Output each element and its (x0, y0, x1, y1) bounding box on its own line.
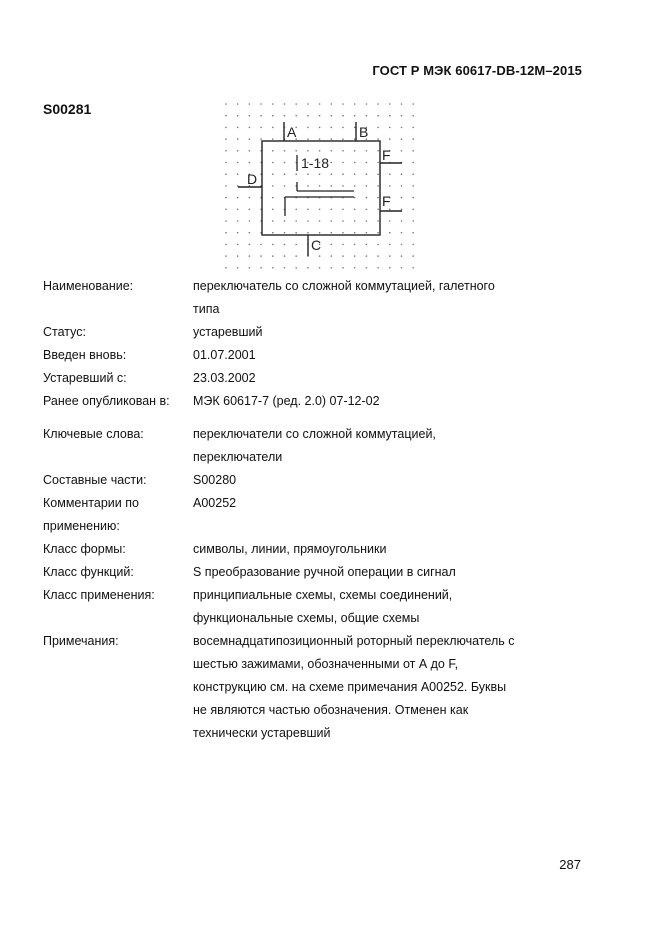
grid-dot (366, 185, 368, 187)
grid-dot (307, 267, 309, 269)
grid-dot (401, 197, 403, 199)
grid-dot (366, 220, 368, 222)
grid-dot (354, 267, 356, 269)
grid-dot (249, 232, 251, 234)
grid-dot (389, 173, 391, 175)
pin-d-label: D (247, 171, 258, 187)
grid-dot (412, 244, 414, 246)
grid-dot (412, 150, 414, 152)
grid-dot (295, 173, 297, 175)
grid-dot (331, 267, 333, 269)
value-line: переключатели (193, 450, 283, 464)
grid-dot (412, 138, 414, 140)
value-line: переключатели со сложной коммутацией, (193, 427, 436, 441)
grid-dot (401, 127, 403, 129)
grid-dot (331, 209, 333, 211)
grid-dot (331, 103, 333, 105)
grid-dot (366, 150, 368, 152)
grid-dot (401, 150, 403, 152)
grid-dot (319, 150, 321, 152)
grid-dot (272, 115, 274, 117)
grid-dot (272, 209, 274, 211)
grid-dot (377, 232, 379, 234)
grid-dot (319, 127, 321, 129)
field-previously-published (43, 390, 563, 413)
grid-dot (307, 115, 309, 117)
grid-dot (377, 173, 379, 175)
grid-dot (331, 115, 333, 117)
field-name-value (193, 275, 563, 321)
grid-dot (366, 209, 368, 211)
grid-dot (354, 127, 356, 129)
grid-dot (401, 115, 403, 117)
grid-dot (272, 103, 274, 105)
grid-dot (331, 255, 333, 257)
grid-dot (307, 232, 309, 234)
grid-dot (331, 127, 333, 129)
grid-dot (272, 232, 274, 234)
grid-dot (401, 103, 403, 105)
grid-dot (331, 244, 333, 246)
grid-dot (401, 209, 403, 211)
field-name-label: Наименование: (43, 279, 134, 293)
grid-dot (377, 185, 379, 187)
grid-dot (366, 255, 368, 257)
grid-dot (366, 103, 368, 105)
field-status-label: Статус: (43, 325, 86, 339)
grid-dot (331, 162, 333, 164)
field-shape-class-value: символы, линии, прямоугольники (193, 542, 387, 556)
grid-dot (412, 162, 414, 164)
grid-dot (389, 115, 391, 117)
value-line: не являются частью обозначения. Отменен как (193, 703, 469, 717)
field-name (43, 275, 563, 321)
field-notes-label: Примечания: (43, 634, 119, 648)
grid-dot (225, 115, 227, 117)
grid-dot (319, 232, 321, 234)
grid-dot (354, 162, 356, 164)
grid-dot (295, 209, 297, 211)
field-introduced (43, 344, 563, 367)
grid-dot (249, 197, 251, 199)
grid-dot (272, 220, 274, 222)
pin-a-label: A (287, 124, 297, 140)
field-application-class (43, 584, 563, 630)
grid-dot (389, 232, 391, 234)
field-previously-published-label: Ранее опубликован в: (43, 394, 170, 408)
grid-dot (389, 255, 391, 257)
field-components (43, 469, 563, 492)
grid-dot (237, 244, 239, 246)
grid-dot (237, 220, 239, 222)
grid-dot (260, 255, 262, 257)
grid-dot (249, 209, 251, 211)
grid-dot (307, 209, 309, 211)
page-number: 287 (559, 857, 581, 872)
field-obsolete (43, 367, 563, 390)
grid-dot (237, 150, 239, 152)
grid-dot (272, 267, 274, 269)
grid-dot (307, 127, 309, 129)
grid-dot (331, 185, 333, 187)
grid-dot (272, 173, 274, 175)
positions-label: 1-18 (301, 155, 330, 171)
grid-dot (249, 267, 251, 269)
grid-dot (412, 209, 414, 211)
grid-dot (307, 150, 309, 152)
grid-dot (260, 127, 262, 129)
grid-dot (377, 115, 379, 117)
field-keywords-value (193, 423, 563, 469)
grid-dot (272, 127, 274, 129)
grid-dot (342, 150, 344, 152)
value-line: технически устаревший (193, 726, 331, 740)
grid-dot (342, 173, 344, 175)
grid-dot (366, 244, 368, 246)
grid-dot (354, 173, 356, 175)
field-application-class-value (193, 584, 563, 630)
grid-dot (307, 220, 309, 222)
grid-dot (249, 115, 251, 117)
grid-dot (342, 103, 344, 105)
grid-dot (342, 232, 344, 234)
grid-dot (401, 173, 403, 175)
grid-dot (225, 138, 227, 140)
grid-dot (412, 232, 414, 234)
field-notes (43, 630, 563, 745)
grid-dot (319, 138, 321, 140)
grid-dot (354, 197, 356, 199)
grid-dot (389, 138, 391, 140)
grid-dot (225, 103, 227, 105)
value-line: переключатель со сложной коммутацией, галетного (193, 279, 495, 293)
grid-dot (342, 244, 344, 246)
grid-dot (412, 197, 414, 199)
grid-dot (366, 197, 368, 199)
grid-dot (377, 255, 379, 257)
grid-dot (377, 138, 379, 140)
grid-dot (225, 127, 227, 129)
grid-dot (354, 255, 356, 257)
field-keywords-label: Ключевые слова: (43, 427, 144, 441)
document-header: ГОСТ Р МЭК 60617-DB-12M–2015 (372, 63, 582, 78)
grid-dot (354, 150, 356, 152)
grid-dot (377, 103, 379, 105)
grid-dot (284, 150, 286, 152)
grid-dot (295, 150, 297, 152)
grid-dot (366, 162, 368, 164)
grid-dot (284, 162, 286, 164)
symbol-properties (43, 275, 563, 745)
grid-dot (284, 220, 286, 222)
field-components-value: S00280 (193, 473, 237, 487)
grid-dot (295, 244, 297, 246)
grid-dot (354, 220, 356, 222)
grid-dot (366, 267, 368, 269)
grid-dot (249, 103, 251, 105)
value-line: шестью зажимами, обозначенными от А до F, (193, 657, 459, 671)
grid-dot (342, 115, 344, 117)
grid-dot (377, 209, 379, 211)
grid-dot (272, 197, 274, 199)
grid-dot (225, 150, 227, 152)
grid-dot (284, 267, 286, 269)
grid-dot (284, 185, 286, 187)
grid-dot (319, 185, 321, 187)
grid-dot (377, 150, 379, 152)
grid-dot (401, 232, 403, 234)
grid-dot (225, 220, 227, 222)
grid-dot (401, 244, 403, 246)
grid-dot (377, 220, 379, 222)
grid-dot (342, 162, 344, 164)
grid-dot (272, 138, 274, 140)
grid-dot (272, 244, 274, 246)
grid-dot (272, 150, 274, 152)
grid-dot (307, 173, 309, 175)
grid-dot (331, 220, 333, 222)
grid-dot (260, 115, 262, 117)
field-previously-published-value: МЭК 60617-7 (ред. 2.0) 07-12-02 (193, 394, 380, 408)
grid-dot (412, 220, 414, 222)
grid-dot (354, 209, 356, 211)
grid-dot (260, 138, 262, 140)
grid-dot (331, 173, 333, 175)
grid-dot (295, 103, 297, 105)
grid-dot (331, 138, 333, 140)
grid-dot (237, 255, 239, 257)
grid-dot (342, 220, 344, 222)
grid-dot (354, 185, 356, 187)
grid-dot (366, 173, 368, 175)
grid-dot (272, 255, 274, 257)
grid-dot (342, 127, 344, 129)
grid-dot (401, 255, 403, 257)
field-status (43, 321, 563, 344)
field-comments-value: A00252 (193, 496, 237, 510)
grid-dot (319, 220, 321, 222)
grid-dot (389, 103, 391, 105)
grid-dot (342, 255, 344, 257)
grid-dot (319, 115, 321, 117)
value-line: принципиальные схемы, схемы соединений, (193, 588, 453, 602)
field-function-class-value: S преобразование ручной операции в сигнал (193, 565, 456, 579)
grid-dot (225, 267, 227, 269)
grid-dot (319, 103, 321, 105)
grid-dot (237, 127, 239, 129)
grid-dot (331, 150, 333, 152)
grid-dot (260, 103, 262, 105)
grid-dot (412, 103, 414, 105)
grid-dot (412, 173, 414, 175)
grid-dot (354, 115, 356, 117)
field-components-label: Составные части: (43, 473, 147, 487)
pin-f-lower-label: F (382, 193, 391, 209)
field-application-class-label: Класс применения: (43, 588, 155, 602)
grid-dot (377, 197, 379, 199)
grid-dot (249, 150, 251, 152)
grid-dot (354, 244, 356, 246)
grid-dot (401, 138, 403, 140)
grid-dot (412, 255, 414, 257)
grid-dot (377, 162, 379, 164)
value-line: функциональные схемы, общие схемы (193, 611, 420, 625)
grid-dot (307, 138, 309, 140)
field-comments (43, 492, 563, 538)
grid-dot (354, 103, 356, 105)
grid-dot (377, 127, 379, 129)
grid-dot (307, 103, 309, 105)
grid-dot (342, 138, 344, 140)
grid-dot (389, 127, 391, 129)
grid-dot (237, 209, 239, 211)
grid-dot (237, 103, 239, 105)
grid-dot (225, 255, 227, 257)
value-line: типа (193, 302, 220, 316)
grid-dot (249, 255, 251, 257)
grid-dot (295, 267, 297, 269)
grid-dot (389, 244, 391, 246)
grid-dot (295, 255, 297, 257)
grid-dot (272, 185, 274, 187)
grid-dot (225, 185, 227, 187)
grid-dot (225, 232, 227, 234)
value-line: восемнадцатипозиционный роторный переключатель с (193, 634, 515, 648)
grid-dot (237, 267, 239, 269)
field-notes-value (193, 630, 563, 745)
field-shape-class-label: Класс формы: (43, 542, 126, 556)
grid-dot (401, 220, 403, 222)
grid-dot (389, 220, 391, 222)
grid-dot (237, 232, 239, 234)
value-line: конструкцию см. на схеме примечания A00252. Буквы (193, 680, 507, 694)
grid-dot (249, 138, 251, 140)
grid-dot (284, 255, 286, 257)
grid-dot (319, 255, 321, 257)
pin-b-label: B (359, 124, 369, 140)
grid-dot (237, 115, 239, 117)
field-obsolete-value: 23.03.2002 (193, 371, 256, 385)
grid-dot (342, 185, 344, 187)
field-shape-class (43, 538, 563, 561)
grid-dot (342, 267, 344, 269)
grid-dot (249, 220, 251, 222)
field-keywords (43, 423, 563, 469)
grid-dot (225, 197, 227, 199)
grid-dot (342, 209, 344, 211)
grid-dot (237, 173, 239, 175)
pin-f-upper-label: F (382, 147, 391, 163)
grid-dot (237, 138, 239, 140)
pin-c-label: C (311, 237, 322, 253)
grid-dot (272, 162, 274, 164)
grid-dot (354, 138, 356, 140)
grid-dot (331, 232, 333, 234)
grid-dot (412, 267, 414, 269)
grid-dot (284, 173, 286, 175)
grid-dot (284, 232, 286, 234)
grid-dot (319, 209, 321, 211)
grid-dot (412, 185, 414, 187)
field-introduced-value: 01.07.2001 (193, 348, 256, 362)
grid-dot (377, 267, 379, 269)
grid-dot (319, 173, 321, 175)
grid-dot (284, 244, 286, 246)
grid-dot (284, 103, 286, 105)
grid-dot (260, 267, 262, 269)
grid-dot (260, 244, 262, 246)
grid-dot (377, 244, 379, 246)
grid-dot (249, 244, 251, 246)
grid-dot (225, 209, 227, 211)
grid-dot (319, 267, 321, 269)
grid-dot (225, 162, 227, 164)
grid-dot (401, 267, 403, 269)
grid-dot (249, 127, 251, 129)
field-function-class-label: Класс функций: (43, 565, 134, 579)
grid-dot (295, 115, 297, 117)
grid-dot (237, 197, 239, 199)
grid-dot (295, 232, 297, 234)
grid-dot (237, 162, 239, 164)
symbol-diagram (220, 100, 420, 272)
grid-dot (366, 115, 368, 117)
grid-dot (354, 232, 356, 234)
grid-dot (284, 115, 286, 117)
field-status-value: устаревший (193, 325, 263, 339)
grid-dot (412, 115, 414, 117)
field-comments-label: Комментарии по применению: (43, 496, 139, 533)
field-function-class (43, 561, 563, 584)
grid-dot (389, 185, 391, 187)
grid-dot (389, 267, 391, 269)
grid-dot (249, 162, 251, 164)
field-obsolete-label: Устаревший с: (43, 371, 127, 385)
grid-dot (225, 244, 227, 246)
grid-dot (295, 220, 297, 222)
grid-dot (307, 185, 309, 187)
field-introduced-label: Введен вновь: (43, 348, 127, 362)
grid-dot (412, 127, 414, 129)
symbol-code: S00281 (43, 101, 92, 117)
grid-dot (225, 173, 227, 175)
grid-dot (401, 185, 403, 187)
grid-dot (366, 232, 368, 234)
